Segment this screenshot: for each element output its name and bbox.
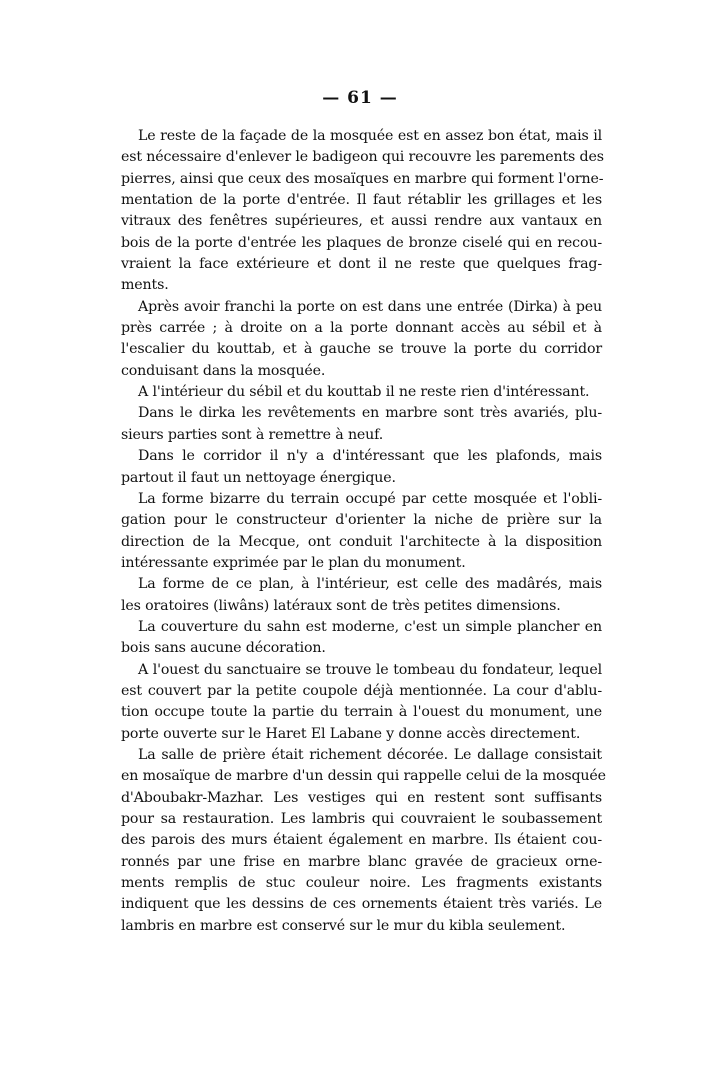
text-line: pour sa restauration. Les lambris qui couvraient le soubassement (121, 811, 602, 827)
body-text (121, 126, 606, 937)
text-line: en mosaïque de marbre d'un dessin qui rappelle celui de la mosquée (121, 768, 606, 785)
text-line: bois de la porte d'entrée les plaques de bronze ciselé qui en recou- (121, 234, 602, 251)
text-line: l'escalier du kouttab, et à gauche se trouve la porte du corridor (121, 341, 602, 358)
paragraph (121, 126, 602, 297)
text-line: La salle de prière était richement décorée. Le dallage consistait (138, 746, 602, 763)
text-line: porte ouverte sur le Haret El Labane y donne accès directement. (121, 725, 581, 742)
text-line: Le reste de la façade de la mosquée est en assez bon état, mais il (138, 128, 602, 144)
text-line: intéressante exprimée par le plan du monument. (121, 554, 466, 571)
text-line: La forme de ce plan, à l'intérieur, est celle des madârés, mais (138, 576, 602, 593)
text-line: lambris en marbre est conservé sur le mur du kibla seulement. (121, 917, 566, 934)
text-line: pierres, ainsi que ceux des mosaïques en marbre qui forment l'orne- (121, 170, 604, 187)
text-line: près carrée ; à droite on a la porte donnant accès au sébil et à (121, 320, 602, 337)
text-line: Dans le dirka les revêtements en marbre sont très avariés, plu- (138, 405, 602, 422)
text-line: des parois des murs étaient également en marbre. Ils étaient cou- (121, 832, 602, 849)
text-line: tion occupe toute la partie du terrain à l'ouest du monument, une (121, 704, 602, 721)
text-line: indiquent que les dessins de ces ornements étaient très variés. Le (121, 896, 602, 913)
text-line: gation pour le constructeur d'orienter la niche de prière sur la (121, 512, 602, 529)
paragraph (121, 382, 602, 403)
paragraph (121, 617, 602, 660)
paragraph (121, 745, 606, 937)
text-line: bois sans aucune décoration. (121, 640, 326, 657)
paragraph (121, 660, 602, 745)
text-line: vitraux des fenêtres supérieures, et aussi rendre aux vantaux en (121, 213, 602, 230)
text-line: ronnés par une frise en marbre blanc gravée de gracieux orne- (121, 853, 602, 870)
text-line: Dans le corridor il n'y a d'intéressant que les plafonds, mais (138, 448, 602, 465)
text-line: vraient la face extérieure et dont il ne reste que quelques frag- (121, 256, 602, 273)
text-line: est nécessaire d'enlever le badigeon qui recouvre les parements des (121, 149, 604, 166)
text-line: A l'intérieur du sébil et du kouttab il ne reste rien d'intéressant. (138, 384, 590, 401)
text-line: Après avoir franchi la porte on est dans une entrée (Dirka) à peu (138, 298, 602, 315)
text-line: sieurs parties sont à remettre à neuf. (121, 426, 384, 443)
text-line: ments. (121, 277, 169, 294)
text-line: ments remplis de stuc couleur noire. Les fragments existants (121, 875, 602, 892)
paragraph (121, 403, 602, 446)
text-line: est couvert par la petite coupole déjà mentionnée. La cour d'ablu- (121, 682, 602, 699)
text-line: A l'ouest du sanctuaire se trouve le tombeau du fondateur, lequel (138, 661, 602, 678)
text-line: mentation de la porte d'entrée. Il faut rétablir les grillages et les (121, 192, 602, 209)
paragraph (121, 574, 602, 617)
page-number: — 61 — (322, 88, 398, 108)
text-line: direction de la Mecque, ont conduit l'architecte à la disposition (121, 533, 602, 550)
text-line: La forme bizarre du terrain occupé par cette mosquée et l'obli- (138, 490, 602, 507)
text-line: partout il faut un nettoyage énergique. (121, 469, 396, 486)
text-line: conduisant dans la mosquée. (121, 362, 326, 379)
text-line: les oratoires (liwâns) latéraux sont de très petites dimensions. (121, 597, 561, 614)
paragraph (121, 489, 602, 574)
paragraph (121, 446, 602, 489)
text-line: d'Aboubakr-Mazhar. Les vestiges qui en restent sont suffisants (121, 789, 602, 806)
text-line: La couverture du sahn est moderne, c'est un simple plancher en (138, 618, 602, 635)
paragraph (121, 297, 602, 382)
